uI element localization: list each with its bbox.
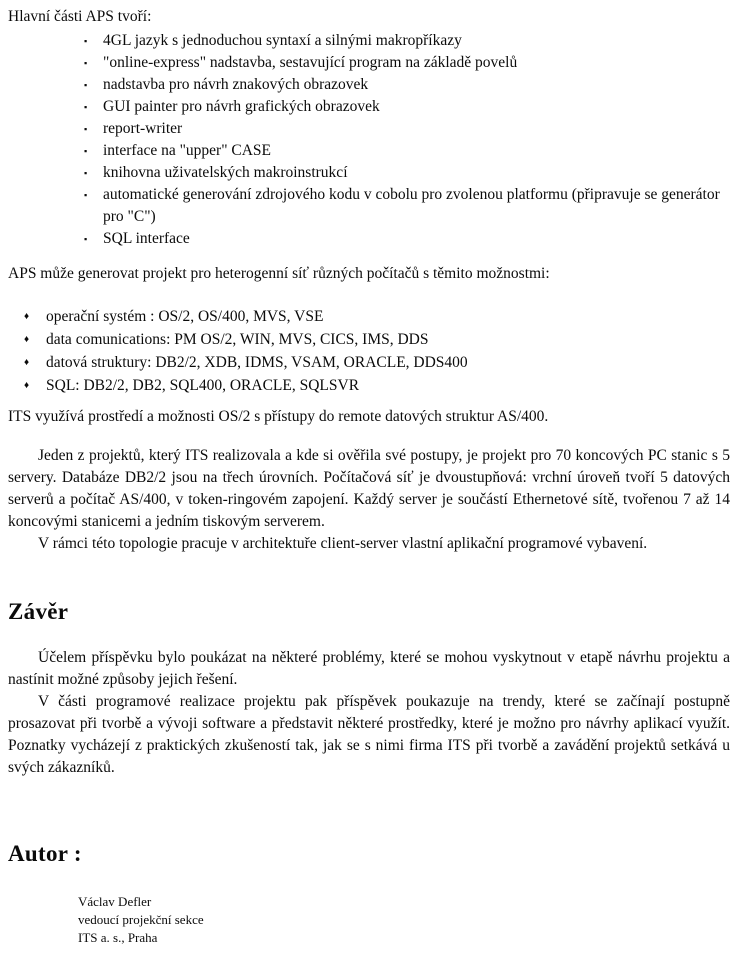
square-bullet-icon: ▪ xyxy=(84,124,88,134)
square-bullet-icon: ▪ xyxy=(84,146,88,156)
network-lead: APS může generovat projekt pro heterogenní síť různých počítačů s těmito možnostmi: xyxy=(8,265,550,282)
list-item-text: data comunications: PM OS/2, WIN, MVS, CICS, IMS, DDS xyxy=(46,331,429,348)
diamond-bullet-icon: ♦ xyxy=(24,357,30,368)
zaver-paragraph-2: V části programové realizace projektu pak příspěvek poukazuje na trendy, které se začínají postupně prosazovat při tvorbě a vývoji software a představit některé prostředky, které je možno pro návrhy aplikací využít. Poznatky vycházejí z praktických zkušeností tak, jak se s nimi firma ITS při tvorbě a zavádění projektů setkává u svých zákazníků. xyxy=(8,693,730,776)
list-item-text: "online-express" nadstavba, sestavující program na základě povelů xyxy=(103,54,518,71)
zaver-heading: Závěr xyxy=(8,599,69,624)
list-item xyxy=(8,140,730,162)
square-bullet-icon: ▪ xyxy=(84,168,88,178)
list-item-text: SQL interface xyxy=(103,230,190,247)
square-bullet-icon: ▪ xyxy=(84,190,88,200)
aps-parts-list xyxy=(8,30,730,250)
author-role: vedoucí projekční sekce xyxy=(78,912,204,927)
list-item xyxy=(8,228,730,250)
list-item xyxy=(8,74,730,96)
its-note: ITS využívá prostředí a možnosti OS/2 s přístupy do remote datových struktur AS/400. xyxy=(8,408,549,425)
list-item xyxy=(8,118,730,140)
list-item-text: knihovna uživatelských makroinstrukcí xyxy=(103,164,348,181)
author-block xyxy=(78,893,730,947)
intro-heading: Hlavní části APS tvoří: xyxy=(8,8,152,25)
diamond-bullet-icon: ♦ xyxy=(24,334,30,345)
list-item xyxy=(8,184,730,228)
square-bullet-icon: ▪ xyxy=(84,102,88,112)
list-item xyxy=(8,52,730,74)
author-company: ITS a. s., Praha xyxy=(78,930,158,945)
list-item xyxy=(8,351,730,374)
list-item-text: interface na "upper" CASE xyxy=(103,142,272,159)
project-paragraph-2: V rámci této topologie pracuje v architektuře client-server vlastní aplikační programové vybavení. xyxy=(38,535,648,552)
list-item-text: GUI painter pro návrh grafických obrazovek xyxy=(103,98,380,115)
list-item xyxy=(8,328,730,351)
list-item-text: SQL: DB2/2, DB2, SQL400, ORACLE, SQLSVR xyxy=(46,377,360,394)
square-bullet-icon: ▪ xyxy=(84,36,88,46)
list-item-text: report-writer xyxy=(103,120,183,137)
list-item xyxy=(8,162,730,184)
diamond-bullet-icon: ♦ xyxy=(24,380,30,391)
square-bullet-icon: ▪ xyxy=(84,234,88,244)
list-item-text: nadstavba pro návrh znakových obrazovek xyxy=(103,76,369,93)
list-item-text: automatické generování zdrojového kodu v cobolu pro zvolenou platformu (připravuje se generátor pro "C") xyxy=(103,186,720,225)
list-item-text: 4GL jazyk s jednoduchou syntaxí a silnými makropříkazy xyxy=(103,32,462,49)
platform-options-list xyxy=(8,305,730,397)
list-item-text: operační systém : OS/2, OS/400, MVS, VSE xyxy=(46,308,324,325)
project-paragraph-1: Jeden z projektů, který ITS realizovala a kde si ověřila své postupy, je projekt pro 70 koncových PC stanic s 5 servery. Databáze DB2/2 jsou na třech úrovních. Počítačová síť je dvoustupňová: vrchní úroveň tvoří 5 datových serverů a počítač AS/400, v token-ringovém zapojení. Každý server je součástí Ethernetové sítě, tvořenou 7 až 14 koncovými stanicemi a jedním tiskovým serverem. xyxy=(8,447,730,530)
author-name: Václav Defler xyxy=(78,894,152,909)
list-item xyxy=(8,305,730,328)
square-bullet-icon: ▪ xyxy=(84,80,88,90)
list-item-text: datová struktury: DB2/2, XDB, IDMS, VSAM, ORACLE, DDS400 xyxy=(46,354,468,371)
square-bullet-icon: ▪ xyxy=(84,58,88,68)
list-item xyxy=(8,374,730,397)
autor-heading: Autor : xyxy=(8,841,82,866)
diamond-bullet-icon: ♦ xyxy=(24,311,30,322)
list-item xyxy=(8,30,730,52)
zaver-paragraph-1: Účelem příspěvku bylo poukázat na některé problémy, které se mohou vyskytnout v etapě návrhu projektu a nastínit možné způsoby jejich řešení. xyxy=(8,649,730,688)
list-item xyxy=(8,96,730,118)
